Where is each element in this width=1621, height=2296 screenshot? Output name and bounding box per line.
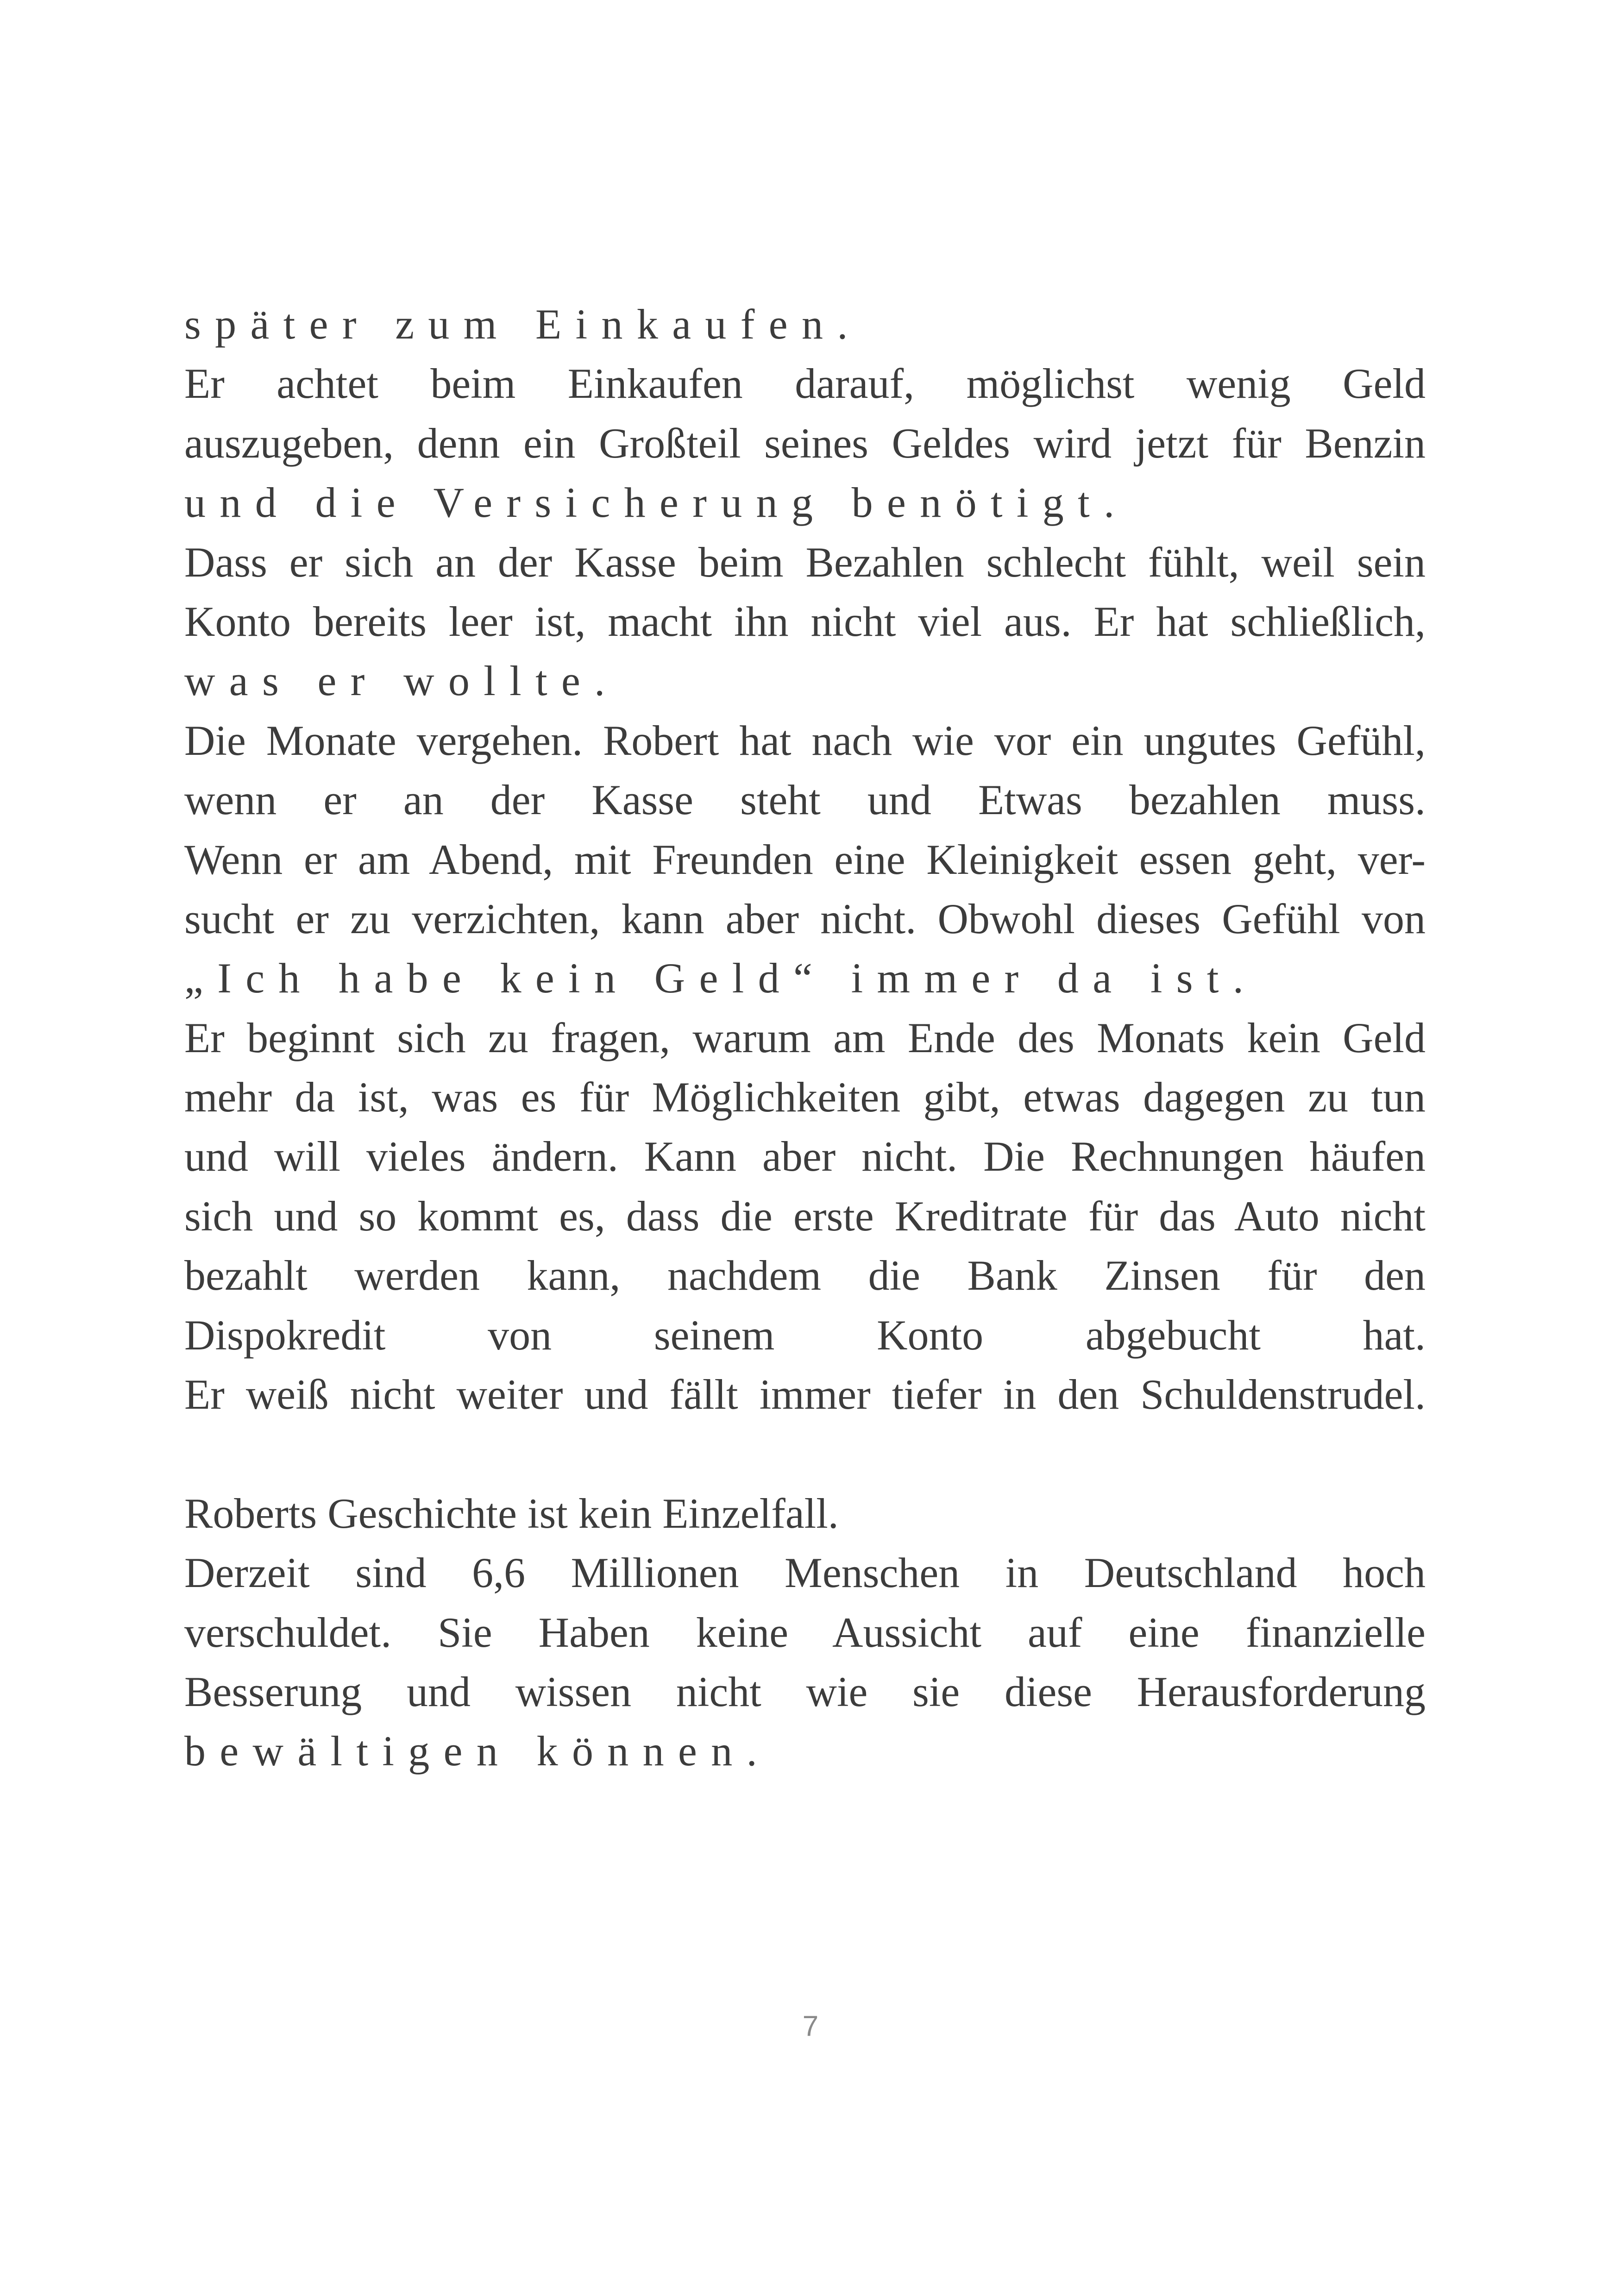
text-line: mehr da ist, was es für Möglichkeiten gibt, etwas dagegen zu tun <box>184 1073 1426 1121</box>
text-line: Er beginnt sich zu fragen, warum am Ende des Monats kein Geld <box>184 1014 1426 1061</box>
text-line: sich und so kommt es, dass die erste Kreditrate für das Auto nicht <box>184 1192 1426 1240</box>
paragraph-gap <box>184 1424 1426 1483</box>
text-line: auszugeben, denn ein Großteil seines Geldes wird jetzt für Benzin <box>184 419 1426 467</box>
text-line: Wenn er am Abend, mit Freunden eine Kleinigkeit essen geht, ver- <box>184 835 1426 883</box>
text-line: „Ich habe kein Geld“ immer da ist. <box>184 954 1258 1002</box>
text-line: Roberts Geschichte ist kein Einzelfall. <box>184 1489 839 1537</box>
text-line: sucht er zu verzichten, kann aber nicht. Obwohl dieses Gefühl von <box>184 895 1426 942</box>
text-line: Er weiß nicht weiter und fällt immer tiefer in den Schuldenstrudel. <box>184 1371 1426 1418</box>
text-line: Die Monate vergehen. Robert hat nach wie vor ein ungutes Gefühl, <box>184 716 1426 764</box>
text-line: wenn er an der Kasse steht und Etwas bezahlen muss. <box>184 776 1426 824</box>
text-line: und will vieles ändern. Kann aber nicht. Die Rechnungen häufen <box>184 1133 1426 1180</box>
text-line: Dispokredit von seinem Konto abgebucht hat. <box>184 1311 1426 1359</box>
text-line: bezahlt werden kann, nachdem die Bank Zinsen für den <box>184 1252 1426 1299</box>
text-line: Er achtet beim Einkaufen darauf, möglichst wenig Geld <box>184 360 1426 408</box>
body-text <box>184 295 1426 1781</box>
text-line: bewältigen können. <box>184 1727 771 1775</box>
text-line: was er wollte. <box>184 657 619 705</box>
text-line: Konto bereits leer ist, macht ihn nicht viel aus. Er hat schließlich, <box>184 597 1426 645</box>
text-line: Dass er sich an der Kasse beim Bezahlen schlecht fühlt, weil sein <box>184 538 1426 586</box>
page-number: 7 <box>802 2010 819 2042</box>
text-line: und die Versicherung benötigt. <box>184 479 1129 527</box>
text-line: Derzeit sind 6,6 Millionen Menschen in Deutschland hoch <box>184 1549 1426 1597</box>
text-line: Besserung und wissen nicht wie sie diese Herausforderung <box>184 1668 1426 1715</box>
text-line: verschuldet. Sie Haben keine Aussicht auf eine finanzielle <box>184 1608 1426 1656</box>
text-line: später zum Einkaufen. <box>184 301 862 348</box>
